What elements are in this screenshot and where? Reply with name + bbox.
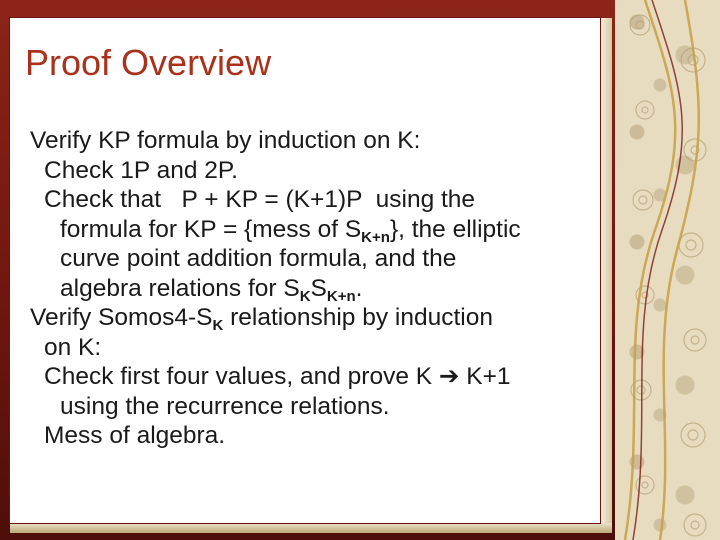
- text-run: Verify KP formula by induction on K:: [30, 127, 421, 154]
- text-run: using the recurrence relations.: [60, 392, 390, 420]
- panel-shadow: [600, 18, 612, 533]
- text-run: on K:: [44, 333, 102, 361]
- floral-pattern-icon: [615, 0, 720, 540]
- subscript: K: [212, 317, 224, 334]
- subscript: K+n: [326, 287, 356, 305]
- text-run: Verify Somos4-S: [30, 304, 213, 331]
- subscript: K: [299, 287, 311, 305]
- slide-body: [30, 126, 600, 451]
- slide-title: Proof Overview: [25, 42, 272, 83]
- text-run: formula for KP = {mess of S: [60, 215, 362, 243]
- body-line: [30, 303, 600, 333]
- text-run: relationship by induction: [223, 304, 493, 331]
- body-line: [30, 244, 600, 274]
- text-run: Mess of algebra.: [44, 422, 226, 449]
- panel-bottom-edge: [10, 523, 612, 533]
- body-line: [30, 392, 600, 422]
- floral-pattern-strip: [615, 0, 720, 540]
- text-run: S: [310, 274, 327, 302]
- text-run: algebra relations for S: [60, 274, 300, 302]
- body-line: [30, 185, 600, 215]
- text-run: Check 1P and 2P.: [44, 156, 238, 184]
- text-run: Check first four values, and prove K: [44, 363, 439, 390]
- body-line: [30, 362, 600, 392]
- subscript: K+n: [361, 228, 390, 246]
- body-line: [30, 215, 600, 245]
- text-run: }, the elliptic: [389, 215, 521, 243]
- arrow-icon: ➔: [438, 363, 460, 390]
- text-run: K+1: [459, 363, 511, 390]
- text-run: Check that P + KP = (K+1)P using the: [44, 186, 476, 213]
- body-line: [30, 421, 600, 451]
- body-line: [30, 156, 600, 186]
- text-run: .: [355, 274, 363, 302]
- body-line: [30, 274, 600, 304]
- body-line: [30, 126, 600, 156]
- body-line: [30, 333, 600, 363]
- text-run: curve point addition formula, and the: [60, 245, 457, 272]
